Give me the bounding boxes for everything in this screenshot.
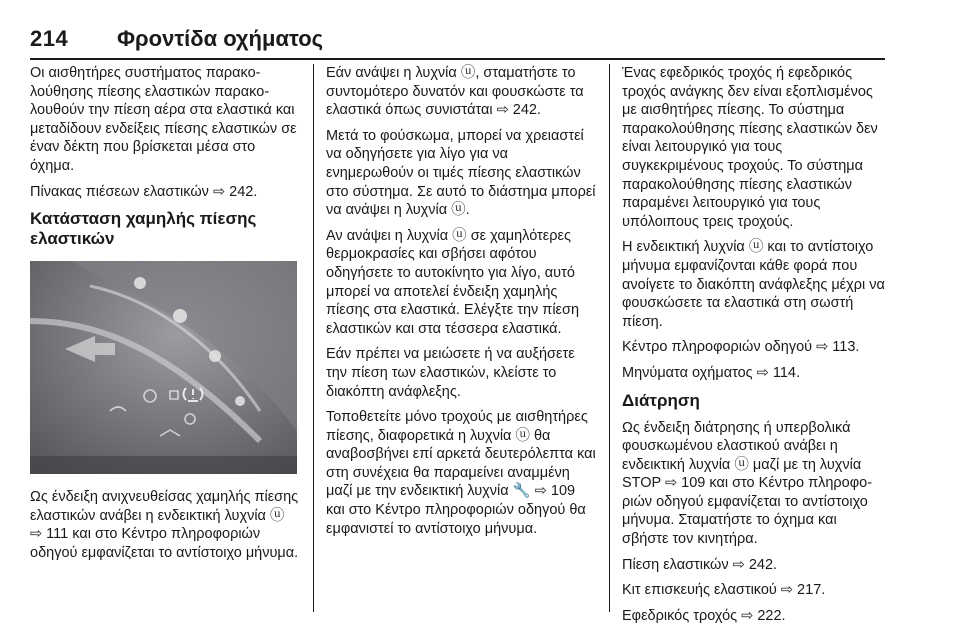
column-1: [30, 64, 300, 570]
paragraph: Η ενδεικτική λυχνία ⓤ και το αντίστοιχο μήνυμα εμφανίζονται κάθε φορά που ανοίγετε το διακόπτη ανάφλεξης μέχρι να φουσκώσετε τα ελαστικά στη σωστή πίεση.: [622, 239, 885, 330]
page-number: 214: [30, 26, 69, 51]
page-header: [30, 20, 885, 54]
paragraph: Αν ανάψει η λυχνία ⓤ σε χαμηλότερες θερμοκρασίες και σβήσει αφότου οδηγήσετε το αυτοκίνητο για λίγο, αυτό μπορεί να αποτελεί ένδειξη χαμηλής πίεσης στα ελαστικά. Ελέγξτε την πίεση ελαστικών και στα τέσσερα ελαστικά.: [326, 227, 580, 337]
column-2: [326, 64, 596, 545]
column-3: [622, 64, 886, 632]
paragraph: Μετά το φούσκωμα, μπορεί να χρειαστεί να οδηγήσετε για λίγο για να ενημερωθούν οι τιμές πίεσης ελαστικών στο σύστημα. Σε αυτό το διάστημα μπορεί να ανάψει η λυχνία ⓤ.: [326, 127, 596, 219]
paragraph: Πίεση ελαστικών ⇨ 242.: [622, 556, 778, 573]
column-divider-1: [313, 64, 314, 612]
paragraph: Κιτ επισκευής ελαστικού ⇨ 217.: [622, 582, 826, 599]
paragraph: Ως ένδειξη ανιχνευθείσας χαμηλής πίεσης ελαστικών ανάβει η ενδεικτική λυχνία ⓤ ⇨ 111 και στο Κέντρο πληροφοριών οδηγού εμφανίζεται το αντίστοιχο μήνυμα.: [30, 489, 299, 561]
page-title: Φροντίδα οχήματος: [117, 26, 324, 51]
paragraph: Τοποθετείτε μόνο τροχούς με αισθητήρες πίεσης, διαφορετικά η λυχνία ⓤ θα αναβοσβήνει επί αρκετά δευτερόλεπτα και στη συνέχεια θα παραμείνει αναμμένη μαζί με την ενδεικτική λυχνία 🔧 ⇨ 109 και στο Κέντρο πληροφοριών οδηγού θα εμφανιστεί το αντίστοιχο μήνυμα.: [326, 409, 596, 537]
column-divider-2: [609, 64, 610, 612]
section-heading: Διάτρηση: [622, 390, 700, 410]
paragraph: Εάν πρέπει να μειώσετε ή να αυξήσετε την πίεση των ελαστικών, κλείστε το διακόπτη ανάφλεξης.: [326, 346, 575, 400]
paragraph: Ως ένδειξη διάτρησης ή υπερβολικά φουσκωμένου ελαστικού ανάβει η ενδεικτική λυχνία ⓤ μαζί με τη λυχνία STOP ⇨ 109 και στο Κέντρο πληροφοριών οδηγού εμφανίζεται το αντίστοιχο μήνυμα. Σταματήστε το όχημα και σβήστε τον κινητήρα.: [622, 419, 873, 548]
instrument-cluster-photo: [30, 261, 297, 474]
paragraph: Κέντρο πληροφοριών οδηγού ⇨ 113.: [622, 339, 860, 356]
section-heading: Κατάσταση χαμηλής πίεσης ελαστικών: [30, 209, 257, 249]
paragraph: Εφεδρικός τροχός ⇨ 222.: [622, 607, 786, 624]
header-rule: [30, 58, 885, 60]
instrument-cluster-illustration: [30, 261, 297, 474]
paragraph: Οι αισθητήρες συστήματος παρακολούθησης πίεσης ελαστικών παρακολουθούν την πίεση αέρα στα ελαστικά και μεταδίδουν ενδείξεις πίεσης ελαστικών σε έναν δέκτη που βρίσκεται μέσα στο όχημα.: [30, 65, 297, 174]
paragraph: Πίνακας πιέσεων ελαστικών ⇨ 242.: [30, 183, 258, 200]
paragraph: Μηνύματα οχήματος ⇨ 114.: [622, 364, 801, 381]
paragraph: Ένας εφεδρικός τροχός ή εφεδρικός τροχός ανάγκης δεν είναι εξοπλισμένος με αισθητήρες πίεσης. Το σύστημα παρακολούθησης πίεσης ελαστικών δεν είναι λειτουργικό για τους συγκεκριμένους τροχούς. Το σύστημα παρακολούθησης πίεσης ελαστικών παραμένει λειτουργικό για τους υπόλοιπους τρεις τροχούς.: [622, 65, 878, 230]
paragraph: Εάν ανάψει η λυχνία ⓤ, σταματήστε το συντομότερο δυνατόν και φουσκώστε τα ελαστικά όπως συνιστάται ⇨ 242.: [326, 65, 584, 119]
